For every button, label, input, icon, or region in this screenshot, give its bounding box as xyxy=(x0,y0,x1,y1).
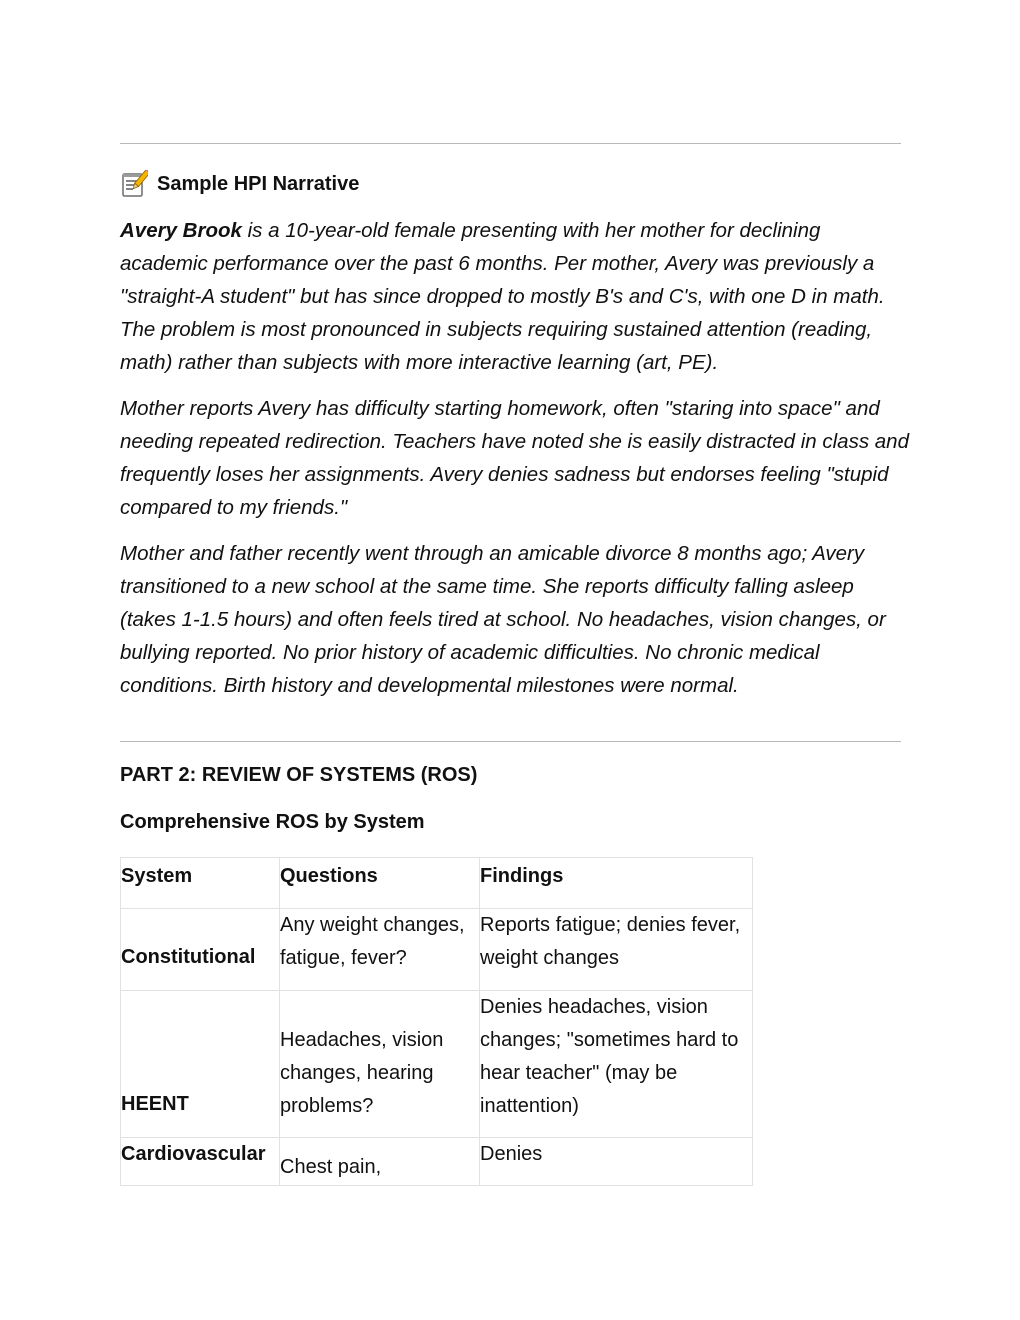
column-header-findings: Findings xyxy=(480,858,753,909)
hpi-paragraph-1 xyxy=(120,214,910,379)
system-cell: HEENT xyxy=(121,991,280,1138)
hpi-paragraph-3: Mother and father recently went through an amicable divorce 8 months ago; Avery transitioned to a new school at the same time. She reports difficulty falling asleep (takes 1-1.5 hours) and often feels tired at school. No headaches, vision changes, or bullying reported. No prior history of academic difficulties. No chronic medical conditions. Birth history and developmental milestones were normal. xyxy=(120,542,886,697)
table-row xyxy=(121,991,753,1138)
hpi-heading xyxy=(120,169,359,199)
questions-cell: Any weight changes, fatigue, fever? xyxy=(280,909,480,991)
questions-cell-text: Headaches, vision changes, hearing problems? xyxy=(280,1029,444,1117)
patient-name: Avery Brook xyxy=(120,219,242,242)
system-cell: Cardiovascular xyxy=(121,1138,280,1186)
findings-cell: Denies xyxy=(480,1138,753,1186)
findings-cell: Denies headaches, vision changes; "sometimes hard to hear teacher" (may be inattention) xyxy=(480,991,753,1138)
table-header-row xyxy=(121,858,753,909)
column-header-system: System xyxy=(121,858,280,909)
questions-cell xyxy=(280,1138,480,1186)
findings-cell: Reports fatigue; denies fever, weight changes xyxy=(480,909,753,991)
questions-cell xyxy=(280,991,480,1138)
hpi-paragraph-1-text: is a 10-year-old female presenting with her mother for declining academic performance over the past 6 months. Per mother, Avery was previously a "straight-A student" but has since dropped to mostly B's and C's, with one D in math. The problem is most pronounced in subjects requiring sustained attention (reading, math) rather than subjects with more interactive learning (art, PE). xyxy=(120,219,885,374)
hpi-heading-text: Sample HPI Narrative xyxy=(157,172,360,195)
hpi-paragraph-2: Mother reports Avery has difficulty starting homework, often "staring into space" and needing repeated redirection. Teachers have noted she is easily distracted in class and frequently loses her assignments. Avery denies sadness but endorses feeling "stupid compared to my friends." xyxy=(120,397,909,519)
ros-table xyxy=(120,857,753,1186)
table-row xyxy=(121,909,753,991)
column-header-questions: Questions xyxy=(280,858,480,909)
horizontal-rule-middle xyxy=(120,741,901,742)
ros-subheading: Comprehensive ROS by System xyxy=(120,811,425,833)
memo-icon xyxy=(120,170,148,198)
part-2-heading: PART 2: REVIEW OF SYSTEMS (ROS) xyxy=(120,764,478,786)
system-cell: Constitutional xyxy=(121,909,280,991)
table-row xyxy=(121,1138,753,1186)
horizontal-rule-top xyxy=(120,143,901,144)
questions-cell-text: Chest pain, xyxy=(280,1156,382,1178)
